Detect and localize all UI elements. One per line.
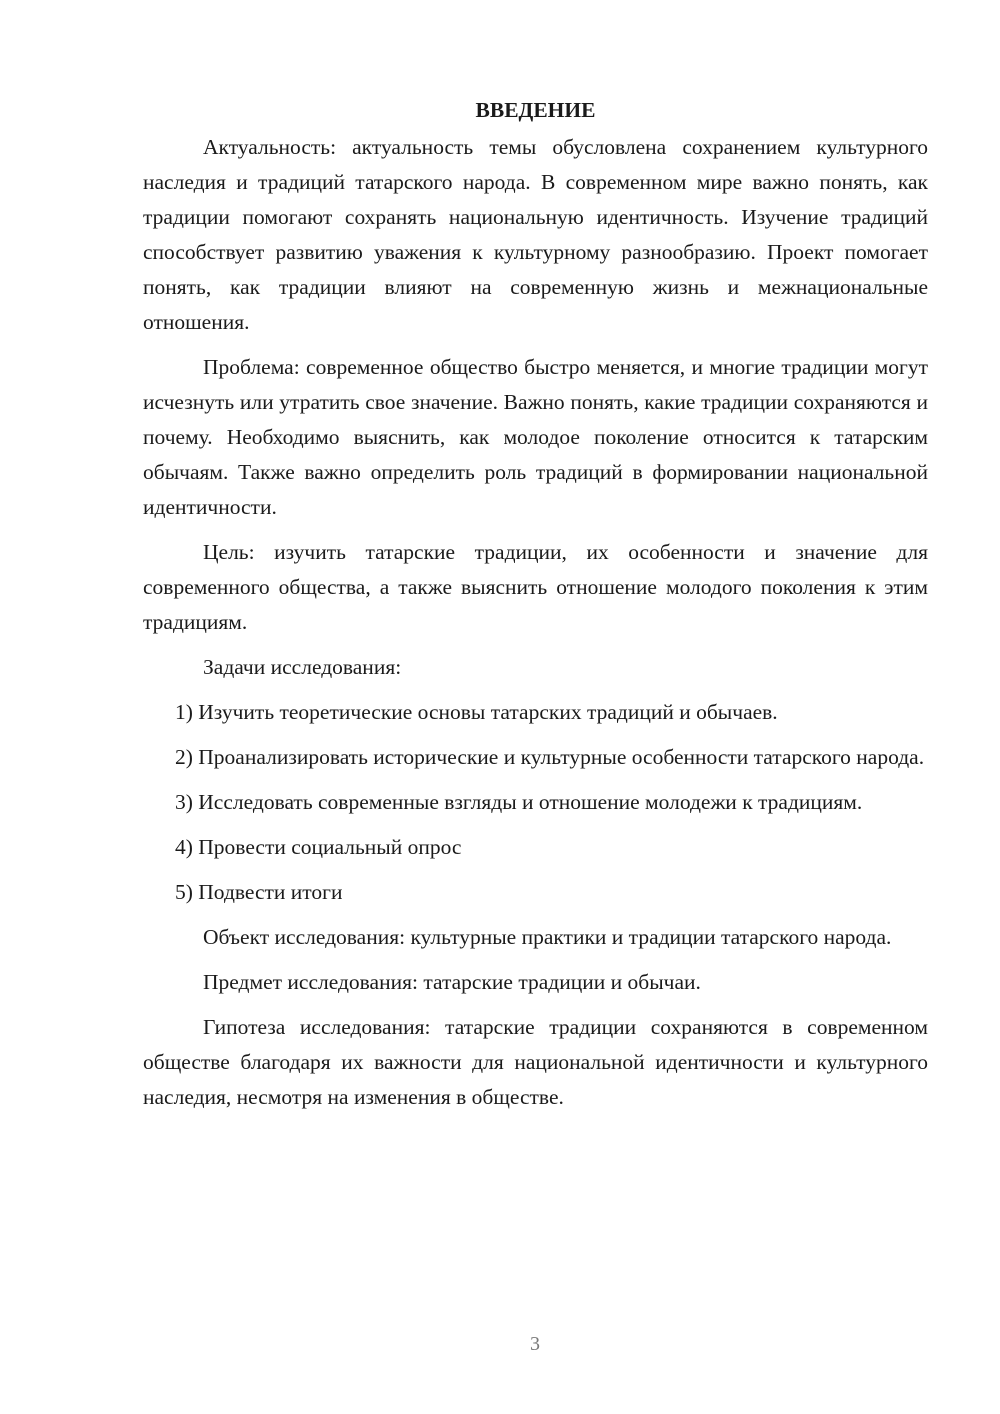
task-item-1: 1) Изучить теоретические основы татарских традиций и обычаев. (175, 700, 778, 724)
problem-paragraph: Проблема: современное общество быстро меняется, и многие традиции могут исчезнуть или утратить свое значение. Важно понять, какие традиции сохраняются и почему. Необходимо выяснить, как молодое поколение относится к татарским обычаям. Также важно определить роль традиций в формировании национальной идентичности. (143, 355, 928, 519)
hypothesis-paragraph: Гипотеза исследования: татарские традиции сохраняются в современном обществе благодаря их важности для национальной идентичности и культурного наследия, несмотря на изменения в обществе. (143, 1015, 928, 1109)
document-page (143, 92, 928, 1125)
relevance-paragraph: Актуальность: актуальность темы обусловлена сохранением культурного наследия и традиций татарского народа. В современном мире важно понять, как традиции помогают сохранять национальную идентичность. Изучение традиций способствует развитию уважения к культурному разнообразию. Проект помогает понять, как традиции влияют на современную жизнь и межнациональные отношения. (143, 135, 928, 334)
task-item-2: 2) Проанализировать исторические и культурные особенности татарского народа. (175, 745, 925, 769)
task-item-3: 3) Исследовать современные взгляды и отношение молодежи к традициям. (175, 790, 863, 814)
task-item-5: 5) Подвести итоги (175, 880, 343, 904)
tasks-title: Задачи исследования: (203, 655, 402, 679)
subject-paragraph: Предмет исследования: татарские традиции и обычаи. (203, 970, 701, 994)
task-item-4: 4) Провести социальный опрос (175, 835, 462, 859)
object-paragraph: Объект исследования: культурные практики и традиции татарского народа. (203, 925, 892, 949)
section-heading: ВВЕДЕНИЕ (475, 98, 596, 122)
goal-paragraph: Цель: изучить татарские традиции, их особенности и значение для современного общества, а также выяснить отношение молодого поколения к этим традициям. (143, 540, 928, 634)
page-number: 3 (530, 1333, 540, 1355)
